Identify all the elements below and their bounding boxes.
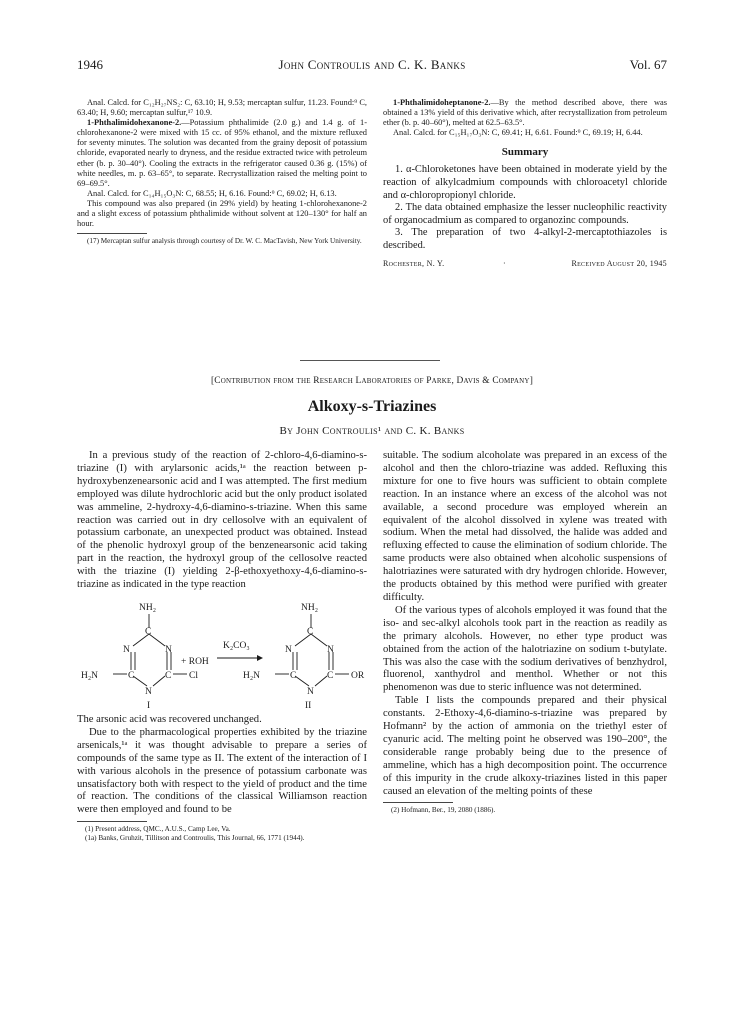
ring-n-I-right: N xyxy=(165,644,172,655)
ring-n-I-bottom: N xyxy=(145,686,152,697)
ring-c-II-left: C xyxy=(290,670,297,681)
footnote-1: (1) Present address, QMC., A.U.S., Camp Lee, Va. xyxy=(85,825,231,834)
pharmacology-paragraph: Due to the pharmacological properties exhibited by the triazine arsenicals,¹ᵃ it was thought advisable to prepare a series of compounds of the same type as II. The extent of the interaction of I with various alcohols in the presence of potassium carbonate was unsatisfactory both with respect to the yield of product and the time of reaction. The conditions of the classical Williamson reaction were then employed and found to be xyxy=(77,726,367,816)
received-date: Received August 20, 1945 xyxy=(571,258,667,268)
ring-n-I-left: N xyxy=(123,644,130,655)
body-right-column xyxy=(383,450,667,1010)
footnote-2: (2) Hofmann, Ber., 19, 2080 (1886). xyxy=(391,806,496,815)
byline: By John Controulis¹ and C. K. Banks xyxy=(279,425,465,437)
top-left-column xyxy=(77,98,367,348)
h2n-label-II: H₂N xyxy=(243,670,261,681)
ring-n-II-left: N xyxy=(285,644,292,655)
ring-c-I-right: C xyxy=(165,670,172,681)
analysis-paragraph: Anal. Calcd. for C₁₂H₂₇NS₂: C, 63.10; H, 9.53; mercaptan sulfur, 11.23. Found:⁹ C, 63.40; H, 9.60; mercaptan sulfur,¹⁷ 10.9. xyxy=(77,98,367,118)
reagent-label: K₂CO₃ xyxy=(223,640,250,651)
page-number: 1946 xyxy=(77,57,103,72)
footnote-rule-3 xyxy=(383,802,453,803)
analysis-paragraph-3: Anal. Calcd. for C₁₅H₁₇O₃N: C, 69.41; H, 6.61. Found:⁹ C, 69.19; H, 6.44. xyxy=(393,128,643,138)
contribution-line: [Contribution from the Research Laboratories of Parke, Davis & Company] xyxy=(210,376,534,386)
footnote-rule-2 xyxy=(77,821,147,822)
ring-n-II-right: N xyxy=(327,644,334,655)
procedure-text: —Potassium phthalimide (2.0 g.) and 1.4 g. of 1-chlorohexanone-2 were mixed with 15 cc. of 95% ethanol, and the mixture refluxed for seventy minutes. The solution was decanted from the grainy deposit of potassium chloride, evaporated nearly to dryness, and the residue extracted twice with petroleum ether (b. p. 30–40°). Cooling the extracts in the refrigerator caused 0.36 g. (15%) of white needles, m. p. 63–65°, to separate. Recrystallization raised the melting point to 69–69.5°. xyxy=(77,118,367,188)
summary-block xyxy=(383,164,667,252)
footnote-1a: (1a) Banks, Gruhzit, Tillitson and Controulis, This Journal, 66, 1771 (1944). xyxy=(85,834,305,843)
ring-c-I-top: C xyxy=(145,626,152,637)
footnote-rule xyxy=(77,233,147,234)
arsonic-paragraph: The arsonic acid was recovered unchanged. xyxy=(77,713,262,725)
summary-item-1: 1. α-Chloroketones have been obtained in moderate yield by the reaction of alkylcadmium compounds with chloroacetyl chloride and α-chloropropionyl chloride. xyxy=(383,164,667,201)
phthalimidoheptanone-paragraph xyxy=(383,98,667,128)
ring-c-II-right: C xyxy=(327,670,334,681)
alkoxy-label: OR xyxy=(351,670,365,681)
summary-item-3: 3. The preparation of two 4-alkyl-2-mercaptothiazoles is described. xyxy=(383,227,667,251)
compound-label-I: I xyxy=(147,700,151,711)
running-title: John Controulis and C. K. Banks xyxy=(278,57,466,72)
intro-paragraph: In a previous study of the reaction of 2-chloro-4,6-diamino-s-triazine (I) with arylarsonic acids,¹ᵃ the reaction between p-hydroxybenzenearsonic acid and I was attempted. The first medium employed was dilute hydrochloric acid but the only product isolated was ammeline, 2-hydroxy-4,6-diamino-s-triazine. When this same reaction was carried out in dry cellosolve with an equivalent of potassium carbonate, an unexpected product was obtained. Instead of the phenolic hydroxyl group of the benzenearsonic acid taking part in the reaction, the hydroxyl group of the cellosolve reacted with the triazine (I) yielding 2-β-ethoxyethoxy-4,6-diamino-s-triazine as indicated in the type reaction xyxy=(77,450,367,591)
chloro-label: Cl xyxy=(189,670,198,681)
volume-label: Vol. 67 xyxy=(629,57,667,72)
signature-row xyxy=(383,259,667,271)
h2n-label-I: H₂N xyxy=(81,670,99,681)
ring-c-II-top: C xyxy=(307,626,314,637)
summary-heading: Summary xyxy=(501,146,549,159)
top-right-column xyxy=(383,98,667,350)
analysis-paragraph-2: Anal. Calcd. for C₁₄H₁₅O₃N: C, 68.55; H, 6.16. Found:⁹ C, 69.02; H, 6.13. xyxy=(87,188,337,198)
reaction-scheme-svg xyxy=(77,596,367,712)
plus-roh: + ROH xyxy=(181,656,209,667)
footnote-17: (17) Mercaptan sulfur analysis through courtesy of Dr. W. C. MacTavish, New York University. xyxy=(87,237,362,246)
summary-item-2: 2. The data obtained emphasize the lesser nucleophilic reactivity of organocadmium as compared to organozinc compounds. xyxy=(383,202,667,226)
phthalimidohexanone-paragraph xyxy=(77,118,367,189)
amino-label-II: NH₂ xyxy=(301,602,319,613)
compound-heading: 1-Phthalimidohexanone-2. xyxy=(87,118,182,128)
compound-heading-2: 1-Phthalimidoheptanone-2. xyxy=(393,98,491,107)
amino-label-I: NH₂ xyxy=(139,602,157,613)
article-title: Alkoxy-s-Triazines xyxy=(307,398,437,415)
article-separator xyxy=(300,360,440,361)
separator-dot: · xyxy=(503,258,506,268)
arrow-head xyxy=(257,655,263,661)
procedure-text-2: —By the method described above, there was obtained a 13% yield of this derivative which, after recrystallization from petroleum ether (b. p. 40–60°), melted at 62.5–63.5°. xyxy=(383,98,667,128)
reaction-scheme xyxy=(77,596,367,712)
procedure-paragraph: suitable. The sodium alcoholate was prepared in an excess of the alcohol and then the chloro-triazine was added. Refluxing this mixture for one to five hours was sufficient to obtain complete reaction. In an instance where an excess of the alcohol was not available, a second procedure was employed wherein an equivalent of the alcohol dissolved in xylene was treated with sodium. When the metal had dissolved, the halide was added and refluxing effected to cause the elimination of sodium chloride. The same products were also obtained when alcoholic suspensions of halotriazines were saturated with dry hydrogen chloride. However, the products obtained by this method were purified with greater difficulty. xyxy=(383,450,667,603)
alternate-prep-paragraph: This compound was also prepared (in 29% yield) by heating 1-chlorohexanone-2 and a slight excess of potassium phthalimide without solvent at 120–130° for half an hour. xyxy=(77,198,367,229)
body-left-column xyxy=(77,450,367,1010)
table-discussion-paragraph: Table I lists the compounds prepared and their physical constants. 2-Ethoxy-4,6-diamino-s-triazine was prepared by Hofmann² by the action of ammonia on the triethyl ester of cyanuric acid. The melting point he observed was 190–200°, the considerable range probably being due to the presence of ammeline, which has a high decomposition point. The occurrence of this impurity in the crude alkoxy-triazines listed in this paper caused an elevation of the melting points of these xyxy=(383,695,667,797)
running-head xyxy=(77,57,667,77)
ring-c-I-left: C xyxy=(128,670,135,681)
alcohol-types-paragraph: Of the various types of alcohols employed it was found that the iso- and sec-alkyl alcohols took part in the reaction as readily as the primary alcohols. However, no ether type product was obtained from the action of the halotriazine on sodium t-butylate. This was also the case with the sodium derivatives of benzhydrol, fluorenol, xanthydrol and menthol. Whether or not this phenomenon was due to steric influence was not determined. xyxy=(383,604,667,694)
ring-n-II-bottom: N xyxy=(307,686,314,697)
compound-label-II: II xyxy=(305,700,312,711)
location: Rochester, N. Y. xyxy=(383,258,445,268)
